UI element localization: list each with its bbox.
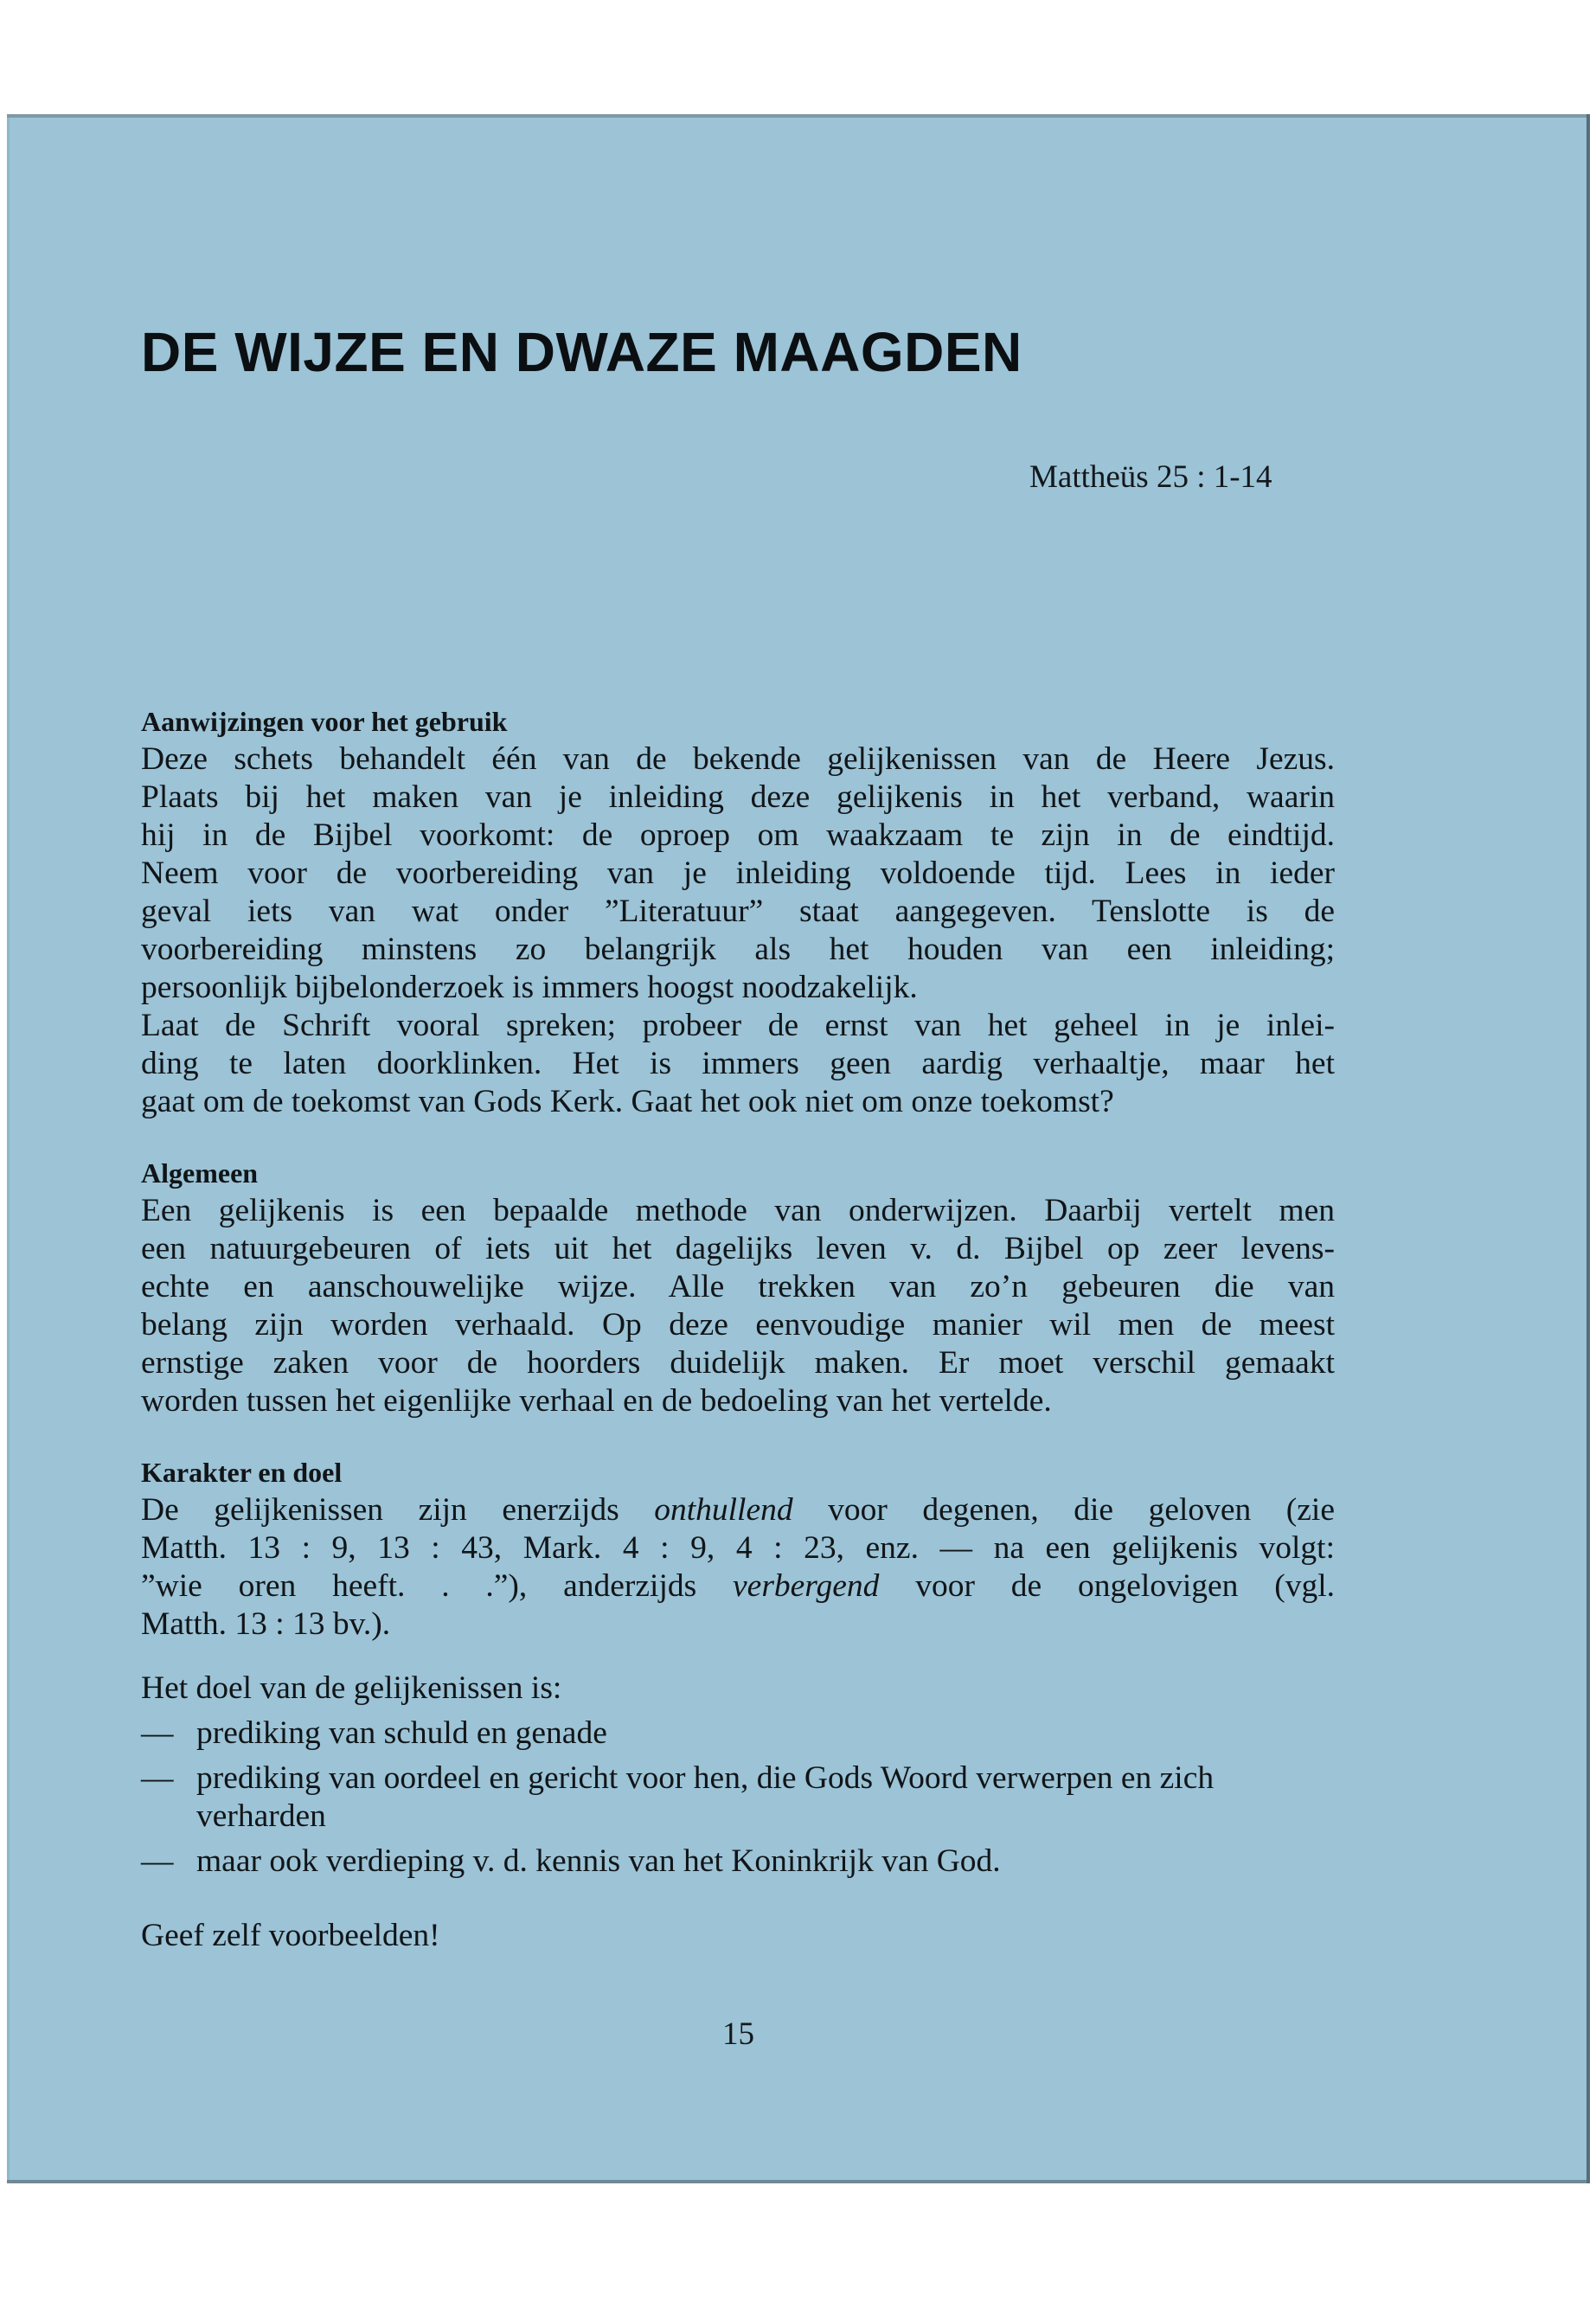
text-run: voor degenen, die geloven (zie	[792, 1492, 1335, 1528]
closing-line: Geef zelf voorbeelden!	[141, 1918, 440, 1953]
page-content	[141, 702, 1335, 1955]
text-line: worden tussen het eigenlijke verhaal en de bedoeling van het vertelde.	[141, 1383, 1052, 1419]
text-run: voor de ongelovigen (vgl.	[879, 1568, 1335, 1604]
section-spacer	[141, 1121, 1335, 1154]
list-item-text: prediking van schuld en genade	[196, 1715, 607, 1751]
text-line: ernstige zaken voor de hoorders duidelijk maken. Er moet verschil gemaakt	[141, 1345, 1335, 1381]
list-item	[141, 1759, 1335, 1836]
text-line	[141, 1491, 1335, 1529]
page-title: DE WIJZE EN DWAZE MAAGDEN	[141, 321, 1022, 383]
section-spacer	[141, 1420, 1335, 1453]
page-edge-top	[7, 114, 1590, 118]
list-item-text: maar ook verdieping v. d. kennis van het Koninkrijk van God.	[196, 1843, 1001, 1879]
text-line: geval iets van wat onder ”Literatuur” staat aangegeven. Tenslotte is de	[141, 894, 1335, 929]
emphasis-onthullend: onthullend	[654, 1492, 793, 1528]
text-line: echte en aanschouwelijke wijze. Alle trekken van zo’n gebeuren die van	[141, 1269, 1335, 1304]
text-line: Matth. 13 : 13 bv.).	[141, 1606, 391, 1642]
text-line: Neem voor de voorbereiding van je inleiding voldoende tijd. Lees in ieder	[141, 856, 1335, 891]
section-general	[141, 1154, 1335, 1420]
dash-bullet: —	[141, 1760, 174, 1796]
text-line: Deze schets behandelt één van de bekende gelijkenissen van de Heere Jezus.	[141, 741, 1335, 777]
section-heading: Aanwijzingen voor het gebruik	[141, 706, 508, 737]
purpose-list	[141, 1715, 1335, 1881]
text-line: voorbereiding minstens zo belangrijk als het houden van een inleiding;	[141, 932, 1335, 967]
list-item-text: prediking van oordeel en gericht voor hen, die Gods Woord verwerpen en zich verharden	[196, 1760, 1215, 1834]
text-run: ”wie oren heeft. . .”), anderzijds	[141, 1568, 734, 1604]
text-line: belang zijn worden verhaald. Op deze eenvoudige manier wil men de meest	[141, 1307, 1335, 1343]
section-character	[141, 1453, 1335, 1955]
list-item	[141, 1715, 1335, 1753]
section-heading: Karakter en doel	[141, 1457, 343, 1488]
text-line: ding te laten doorklinken. Het is immers geen aardig verhaaltje, maar het	[141, 1046, 1335, 1081]
dash-bullet: —	[141, 1843, 174, 1879]
character-paragraph	[141, 1491, 1335, 1644]
text-line	[141, 1567, 1335, 1606]
text-line: Matth. 13 : 9, 13 : 43, Mark. 4 : 9, 4 : 23, enz. — na een gelijkenis volgt:	[141, 1530, 1335, 1566]
text-line: een natuurgebeuren of iets uit het dagelijks leven v. d. Bijbel op zeer levens-	[141, 1231, 1335, 1266]
text-line: persoonlijk bijbelonderzoek is immers hoogst noodzakelijk.	[141, 970, 918, 1005]
text-line: Een gelijkenis is een bepaalde methode van onderwijzen. Daarbij vertelt men	[141, 1193, 1335, 1228]
emphasis-verbergend: verbergend	[733, 1568, 880, 1604]
section-usage	[141, 702, 1335, 1121]
list-item	[141, 1843, 1335, 1881]
page-number: 15	[722, 2016, 754, 2052]
text-line: hij in de Bijbel voorkomt: de oproep om waakzaam te zijn in de eindtijd.	[141, 817, 1335, 853]
general-paragraph	[141, 1192, 1335, 1420]
dash-bullet: —	[141, 1715, 174, 1751]
usage-paragraph	[141, 740, 1335, 1121]
section-heading: Algemeen	[141, 1157, 259, 1189]
page-edge-right	[1586, 114, 1590, 2183]
text-run: De gelijkenissen zijn enerzijds	[141, 1492, 655, 1528]
text-line: gaat om de toekomst van Gods Kerk. Gaat het ook niet om onze toekomst?	[141, 1084, 1114, 1119]
page-edge-bottom	[7, 2180, 1590, 2183]
purpose-intro: Het doel van de gelijkenissen is:	[141, 1670, 562, 1706]
text-line: Plaats bij het maken van je inleiding deze gelijkenis in het verband, waarin	[141, 779, 1335, 815]
text-line: Laat de Schrift vooral spreken; probeer de ernst van het geheel in je inlei-	[141, 1008, 1335, 1043]
scripture-reference: Mattheüs 25 : 1-14	[1029, 459, 1272, 495]
